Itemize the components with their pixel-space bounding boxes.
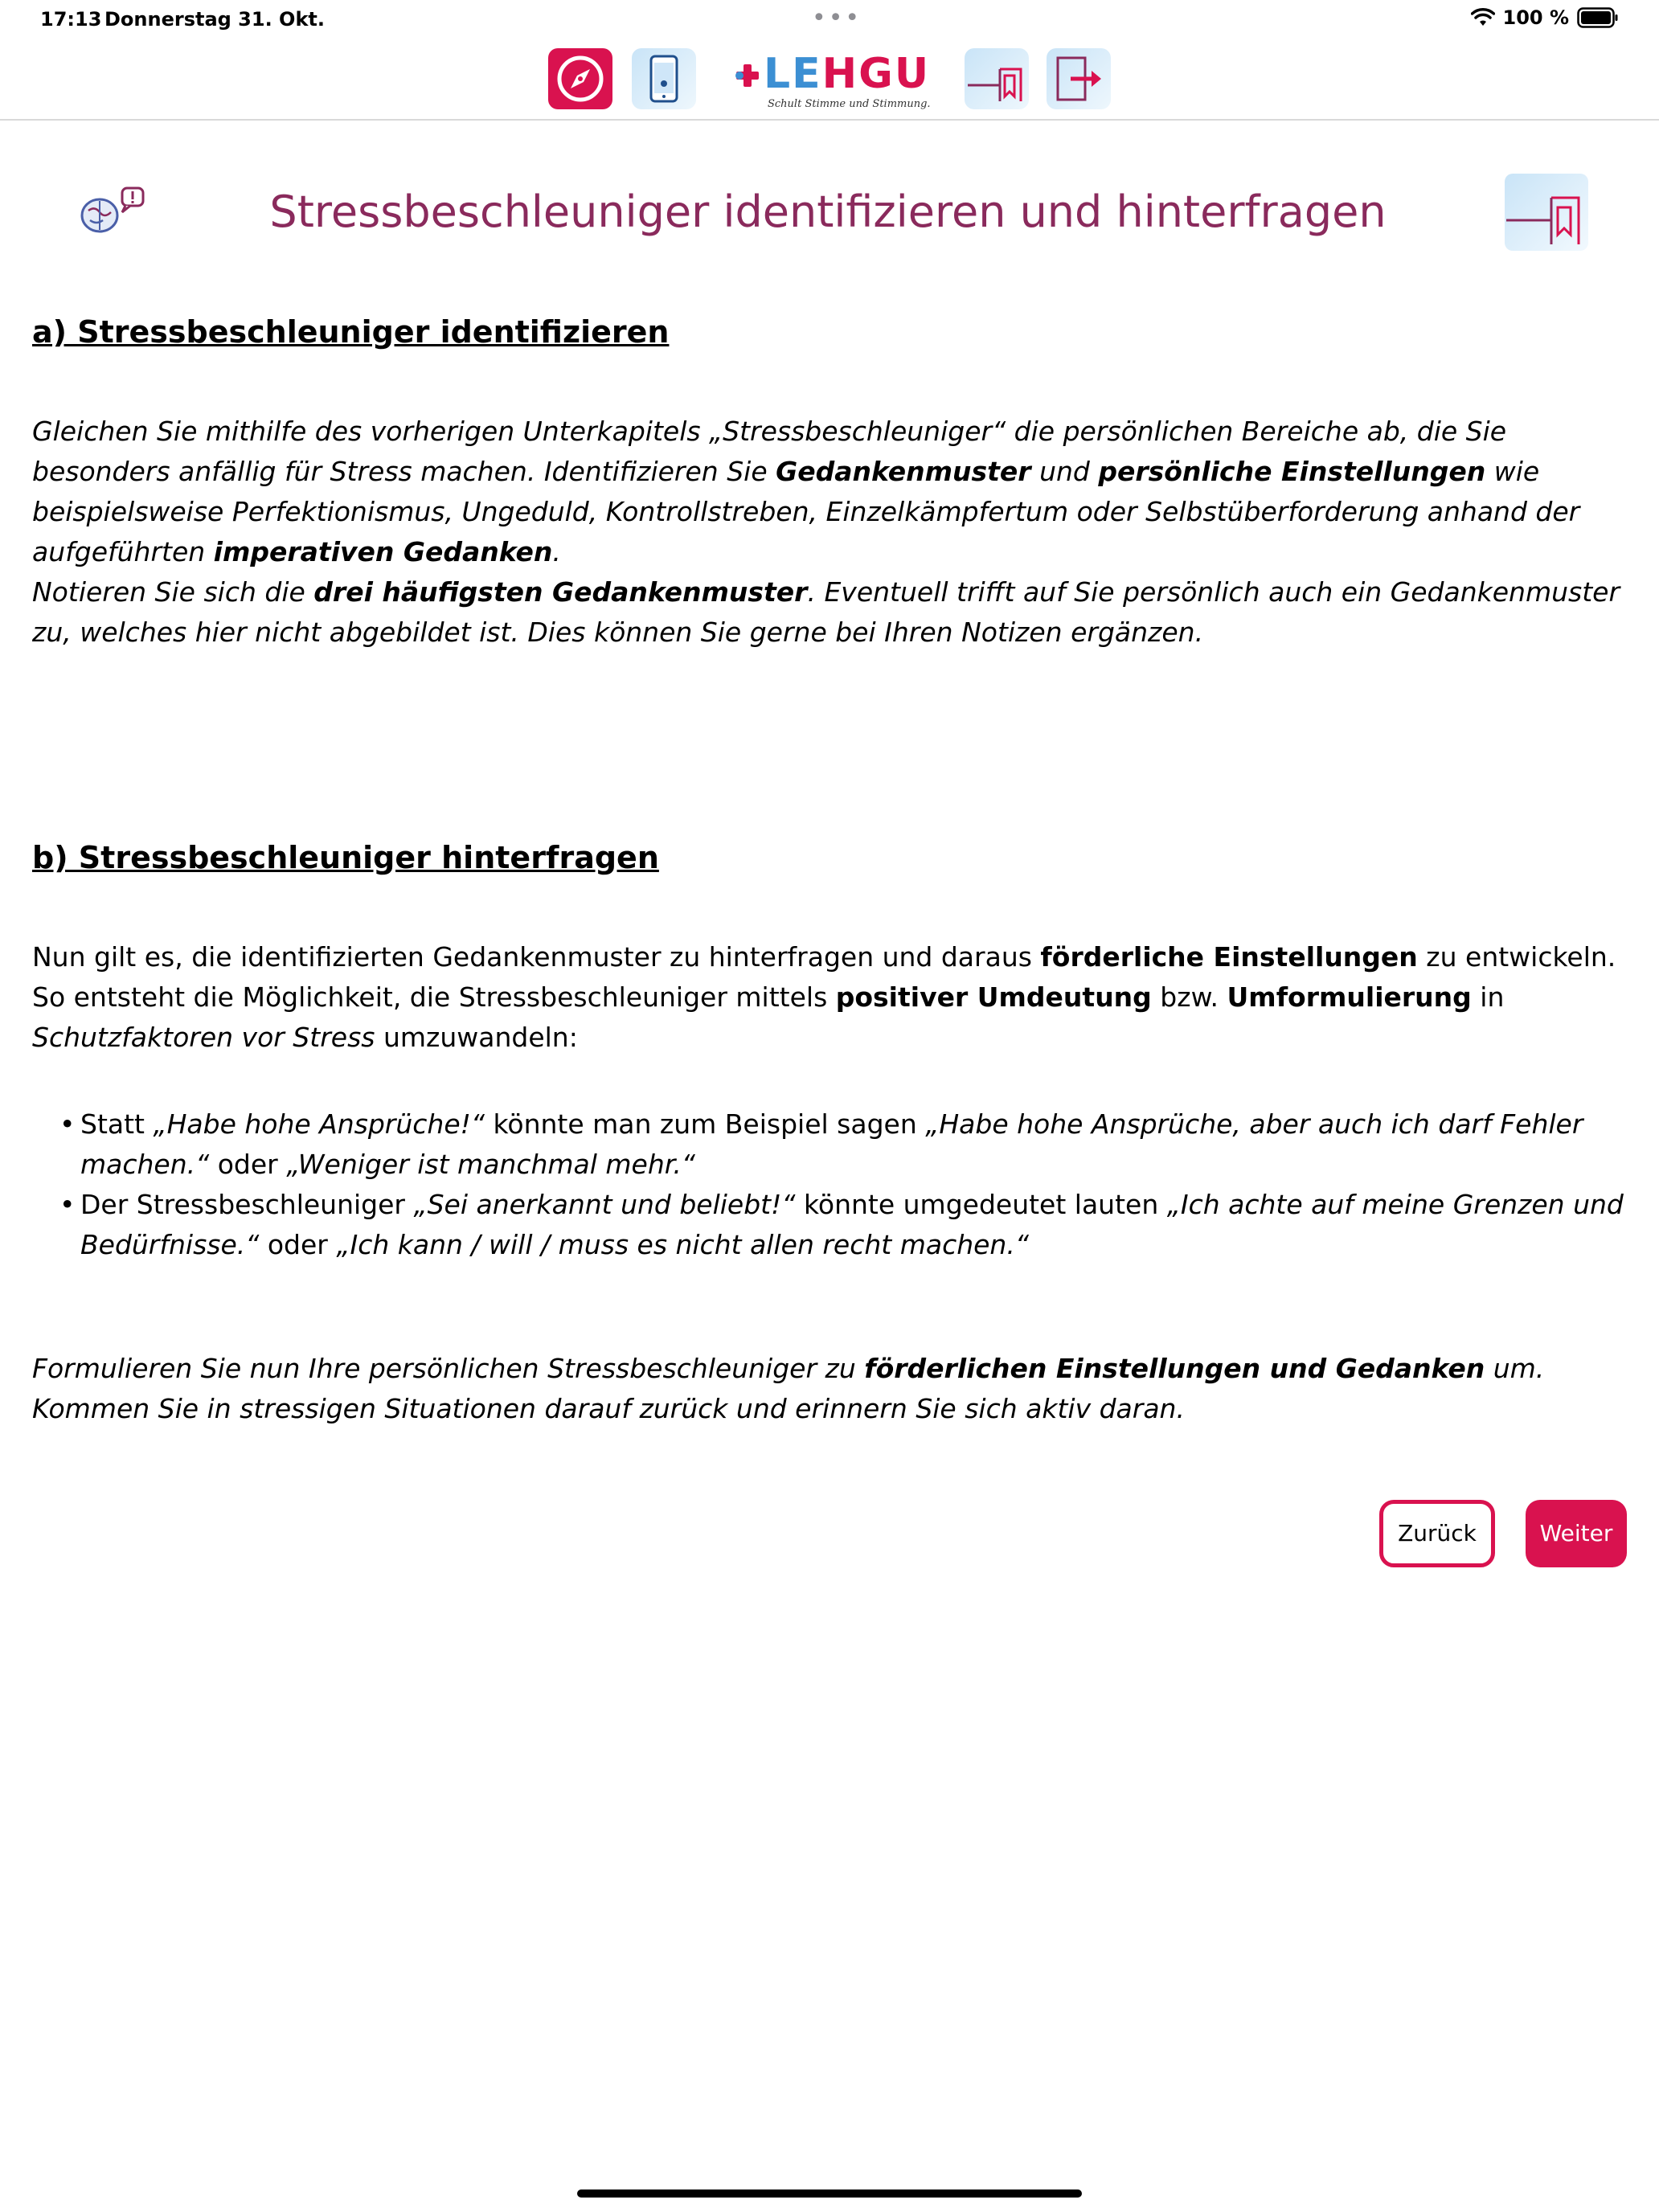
battery-icon	[1577, 7, 1619, 28]
logo-tagline: Schult Stimme und Stimmung.	[768, 98, 931, 110]
app-toolbar	[0, 40, 1659, 121]
section-a-paragraph-2: Notieren Sie sich die drei häufigsten Gedankenmuster. Eventuell trifft auf Sie persönlich auch ein Gedankenmuster zu, welches hier nicht abgebildet ist. Dies können Sie gerne bei Ihren Notizen ergänzen.	[32, 576, 1620, 648]
section-b-paragraph-2: Formulieren Sie nun Ihre persönlichen Stressbeschleuniger zu förderlichen Einstellungen und Gedanken um. Kommen Sie in stressigen Situationen darauf zurück und erinnern Sie sich aktiv daran.	[32, 1353, 1545, 1424]
compass-icon	[548, 48, 612, 109]
list-item: • Der Stressbeschleuniger „Sei anerkannt und beliebt!“ könnte umgedeutet lauten „Ich achte auf meine Grenzen und Bedürfnisse.“ oder „Ich kann / will / muss es nicht allen recht machen.“	[32, 1185, 1632, 1265]
bookmark-button[interactable]	[965, 48, 1029, 109]
battery-percent: 100 %	[1502, 6, 1569, 29]
status-time: 17:13	[40, 8, 102, 31]
section-a-heading: a) Stressbeschleuniger identifizieren	[32, 314, 670, 350]
next-button[interactable]: Weiter	[1526, 1500, 1627, 1567]
section-b-heading: b) Stressbeschleuniger hinterfragen	[32, 840, 659, 875]
status-bar	[0, 0, 1659, 40]
reframing-examples-list	[32, 1104, 1632, 1265]
section-b-paragraph-1: Nun gilt es, die identifizierten Gedankenmuster zu hinterfragen und daraus förderliche Einstellungen zu entwickeln. So entsteht die Möglichkeit, die Stressbeschleuniger mittels positiver Umdeutung bzw. Umformulierung in Schutzfaktoren vor Stress umzuwandeln:	[32, 941, 1616, 1053]
bookmark-icon	[965, 48, 1029, 109]
exit-button[interactable]	[1047, 48, 1111, 109]
logo-plus-icon	[731, 59, 764, 92]
logo-wordmark: LEHGU	[764, 50, 931, 98]
section-a-paragraph-1: Gleichen Sie mithilfe des vorherigen Unterkapitels „Stressbeschleuniger“ die persönlichen Bereiche ab, die Sie besonders anfällig für Stress machen. Identifizieren Sie Gedankenmuster und persönliche Einstellungen wie beispielsweise Perfektionismus, Ungeduld, Kontrollstreben, Einzelkämpfertum oder Selbstüberforderung anhand der aufgeführten imperativen Gedanken.	[32, 416, 1580, 567]
smartphone-icon	[632, 48, 696, 109]
lehgu-logo	[731, 48, 931, 113]
page-bookmark-button[interactable]	[1505, 174, 1588, 251]
compass-button[interactable]	[548, 48, 612, 109]
bookmark-icon	[1505, 174, 1588, 251]
list-item: • Statt „Habe hohe Ansprüche!“ könnte man zum Beispiel sagen „Habe hohe Ansprüche, aber auch ich darf Fehler machen.“ oder „Weniger ist manchmal mehr.“	[32, 1104, 1632, 1185]
brain-icon	[77, 183, 150, 240]
multitasking-dots[interactable]: •••	[812, 4, 862, 32]
home-indicator[interactable]	[577, 2189, 1082, 2198]
exit-icon	[1047, 48, 1111, 109]
back-button[interactable]: Zurück	[1379, 1500, 1495, 1567]
status-date: Donnerstag 31. Okt.	[104, 8, 326, 31]
wifi-icon	[1471, 8, 1495, 27]
page-title: Stressbeschleuniger identifizieren und hinterfragen	[269, 186, 1387, 237]
smartphone-button[interactable]	[632, 48, 696, 109]
status-indicators	[1471, 6, 1620, 29]
